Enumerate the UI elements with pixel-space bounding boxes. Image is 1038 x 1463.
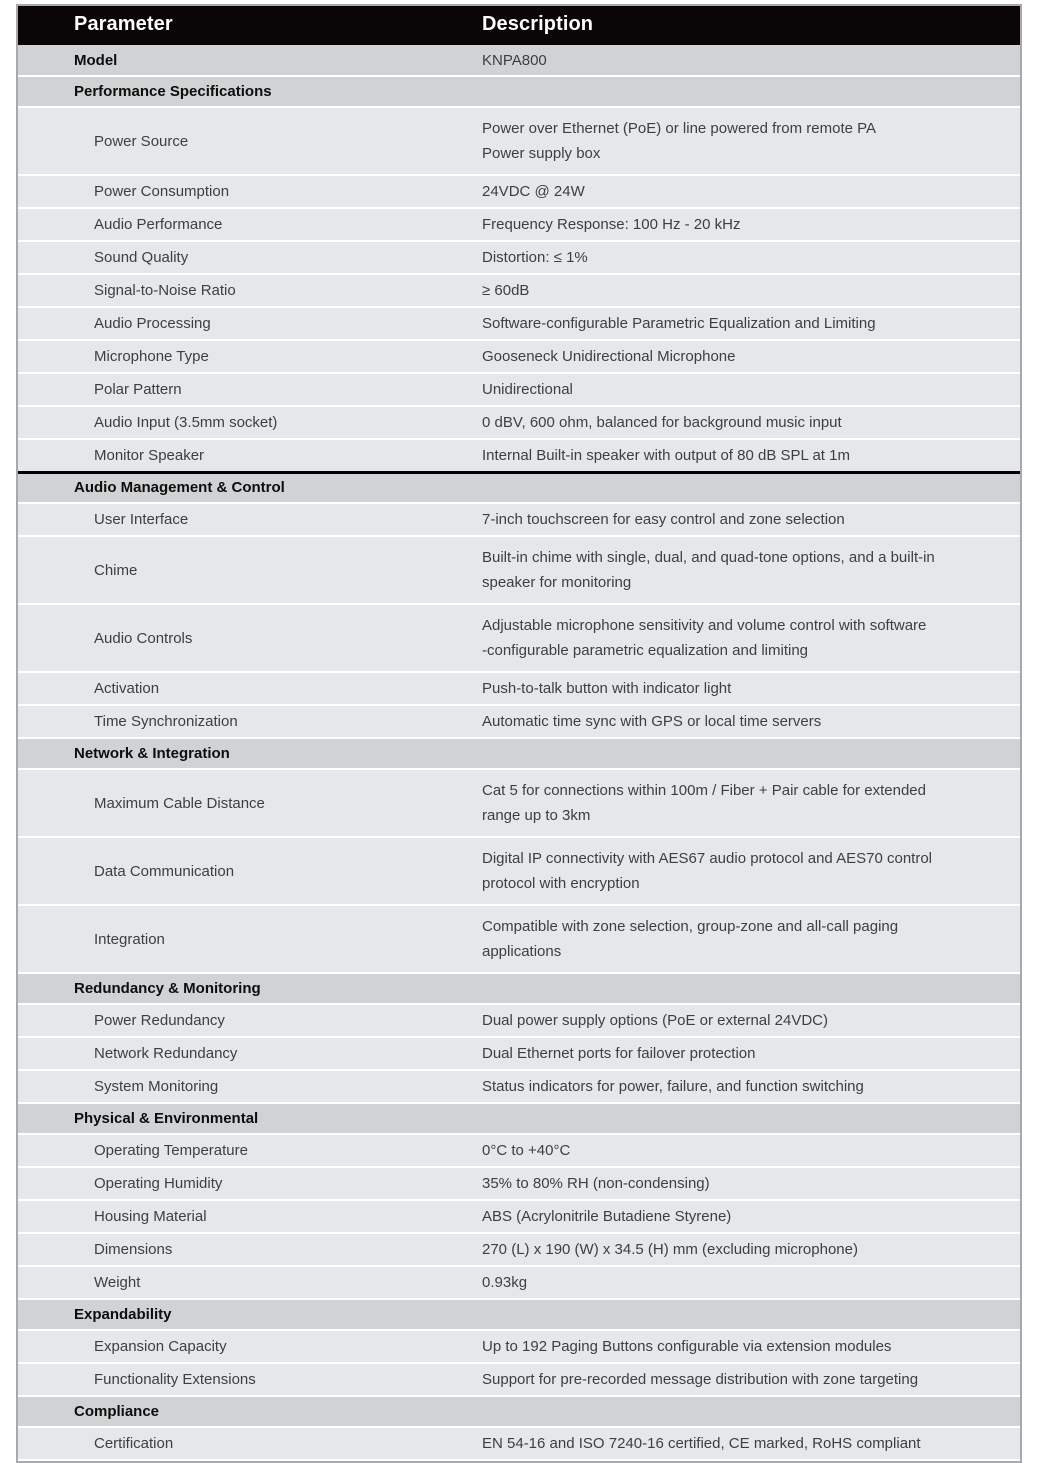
parameter-label: Expansion Capacity [18, 1330, 478, 1363]
table-row [18, 274, 1020, 307]
column-header-description: Description [478, 6, 1020, 45]
parameter-label: Audio Controls [18, 604, 478, 672]
description-value [478, 837, 1020, 905]
table-row [18, 208, 1020, 241]
description-value [478, 973, 1020, 1004]
parameter-label: Sound Quality [18, 241, 478, 274]
table-row [18, 705, 1020, 738]
parameter-label: Activation [18, 672, 478, 705]
description-value: 270 (L) x 190 (W) x 34.5 (H) mm (excluding microphone) [478, 1233, 1020, 1266]
parameter-label: Dimensions [18, 1233, 478, 1266]
parameter-label: Power Redundancy [18, 1004, 478, 1037]
table-row [18, 373, 1020, 406]
description-value: 35% to 80% RH (non-condensing) [478, 1167, 1020, 1200]
description-value: 0°C to +40°C [478, 1134, 1020, 1167]
section-header-row [18, 472, 1020, 503]
description-line: Digital IP connectivity with AES67 audio protocol and AES70 control [482, 850, 932, 867]
section-title: Compliance [18, 1396, 478, 1427]
table-row [18, 307, 1020, 340]
parameter-label: Data Communication [18, 837, 478, 905]
table-row [18, 1004, 1020, 1037]
section-title: Performance Specifications [18, 76, 478, 107]
description-line: -configurable parametric equalization and limiting [482, 642, 809, 659]
description-line: Compatible with zone selection, group-zone and all-call paging [482, 918, 899, 935]
description-value [478, 905, 1020, 973]
model-row [18, 45, 1020, 76]
description-value [478, 1396, 1020, 1427]
table-row [18, 536, 1020, 604]
section-header-row [18, 76, 1020, 107]
column-header-parameter: Parameter [18, 6, 478, 45]
description-value: Distortion: ≤ 1% [478, 241, 1020, 274]
table-row [18, 1134, 1020, 1167]
description-line: applications [482, 943, 562, 960]
description-value: ≥ 60dB [478, 274, 1020, 307]
section-title: Audio Management & Control [18, 472, 478, 503]
parameter-label: Certification [18, 1427, 478, 1460]
section-header-row [18, 1299, 1020, 1330]
description-line: speaker for monitoring [482, 574, 632, 591]
description-line: range up to 3km [482, 807, 591, 824]
table-row [18, 837, 1020, 905]
description-value: ABS (Acrylonitrile Butadiene Styrene) [478, 1200, 1020, 1233]
description-line: protocol with encryption [482, 875, 640, 892]
table-row [18, 241, 1020, 274]
section-title: Network & Integration [18, 738, 478, 769]
description-value: Gooseneck Unidirectional Microphone [478, 340, 1020, 373]
description-value: Dual power supply options (PoE or external 24VDC) [478, 1004, 1020, 1037]
description-value [478, 604, 1020, 672]
table-row [18, 1363, 1020, 1396]
table-row [18, 1266, 1020, 1299]
table-row [18, 604, 1020, 672]
table-header [18, 6, 1020, 45]
section-title: Expandability [18, 1299, 478, 1330]
table-row [18, 672, 1020, 705]
parameter-label: Weight [18, 1266, 478, 1299]
table-row [18, 1200, 1020, 1233]
parameter-label: Integration [18, 905, 478, 973]
description-value: Dual Ethernet ports for failover protection [478, 1037, 1020, 1070]
table-row [18, 1330, 1020, 1363]
parameter-label: Operating Temperature [18, 1134, 478, 1167]
description-value: Up to 192 Paging Buttons configurable via extension modules [478, 1330, 1020, 1363]
parameter-label: Audio Input (3.5mm socket) [18, 406, 478, 439]
table-row [18, 175, 1020, 208]
description-value [478, 1103, 1020, 1134]
parameter-label: Audio Performance [18, 208, 478, 241]
description-line: Cat 5 for connections within 100m / Fiber + Pair cable for extended [482, 782, 926, 799]
parameter-label: Maximum Cable Distance [18, 769, 478, 837]
specification-table-container [16, 4, 1022, 1463]
table-header-row [18, 6, 1020, 45]
parameter-label: Monitor Speaker [18, 439, 478, 472]
parameter-label: System Monitoring [18, 1070, 478, 1103]
description-value: Internal Built-in speaker with output of 80 dB SPL at 1m [478, 439, 1020, 472]
description-value: Support for pre-recorded message distribution with zone targeting [478, 1363, 1020, 1396]
parameter-label: Time Synchronization [18, 705, 478, 738]
table-row [18, 340, 1020, 373]
table-row [18, 503, 1020, 536]
description-value: 0.93kg [478, 1266, 1020, 1299]
parameter-label: Model [18, 45, 478, 76]
table-row [18, 406, 1020, 439]
description-line: Built-in chime with single, dual, and quad-tone options, and a built-in [482, 549, 935, 566]
description-value: Status indicators for power, failure, and function switching [478, 1070, 1020, 1103]
description-value: 7-inch touchscreen for easy control and zone selection [478, 503, 1020, 536]
parameter-label: Operating Humidity [18, 1167, 478, 1200]
table-row [18, 905, 1020, 973]
description-value: 0 dBV, 600 ohm, balanced for background music input [478, 406, 1020, 439]
parameter-label: Network Redundancy [18, 1037, 478, 1070]
description-value: Automatic time sync with GPS or local time servers [478, 705, 1020, 738]
description-value: Push-to-talk button with indicator light [478, 672, 1020, 705]
table-row [18, 1233, 1020, 1266]
section-header-row [18, 973, 1020, 1004]
description-value [478, 536, 1020, 604]
description-value: 24VDC @ 24W [478, 175, 1020, 208]
description-value: EN 54-16 and ISO 7240-16 certified, CE marked, RoHS compliant [478, 1427, 1020, 1460]
parameter-label: Housing Material [18, 1200, 478, 1233]
description-value: Frequency Response: 100 Hz - 20 kHz [478, 208, 1020, 241]
table-row [18, 107, 1020, 175]
parameter-label: Power Source [18, 107, 478, 175]
description-line: Adjustable microphone sensitivity and volume control with software [482, 617, 927, 634]
parameter-label: Audio Processing [18, 307, 478, 340]
description-line: Power over Ethernet (PoE) or line powered from remote PA [482, 120, 877, 137]
description-value [478, 769, 1020, 837]
section-header-row [18, 738, 1020, 769]
description-value: Software-configurable Parametric Equalization and Limiting [478, 307, 1020, 340]
specification-table [18, 6, 1020, 1461]
section-header-row [18, 1103, 1020, 1134]
description-value [478, 1299, 1020, 1330]
table-row [18, 1037, 1020, 1070]
parameter-label: Signal-to-Noise Ratio [18, 274, 478, 307]
section-header-row [18, 1396, 1020, 1427]
parameter-label: Microphone Type [18, 340, 478, 373]
description-value [478, 107, 1020, 175]
table-row [18, 439, 1020, 472]
parameter-label: Functionality Extensions [18, 1363, 478, 1396]
table-body [18, 45, 1020, 1460]
description-value [478, 472, 1020, 503]
section-title: Physical & Environmental [18, 1103, 478, 1134]
parameter-label: Chime [18, 536, 478, 604]
description-value [478, 76, 1020, 107]
parameter-label: Polar Pattern [18, 373, 478, 406]
description-value: Unidirectional [478, 373, 1020, 406]
description-value [478, 738, 1020, 769]
parameter-label: Power Consumption [18, 175, 478, 208]
section-title: Redundancy & Monitoring [18, 973, 478, 1004]
table-row [18, 1070, 1020, 1103]
table-row [18, 1167, 1020, 1200]
parameter-label: User Interface [18, 503, 478, 536]
description-value: KNPA800 [478, 45, 1020, 76]
table-row [18, 769, 1020, 837]
description-line: Power supply box [482, 145, 601, 162]
